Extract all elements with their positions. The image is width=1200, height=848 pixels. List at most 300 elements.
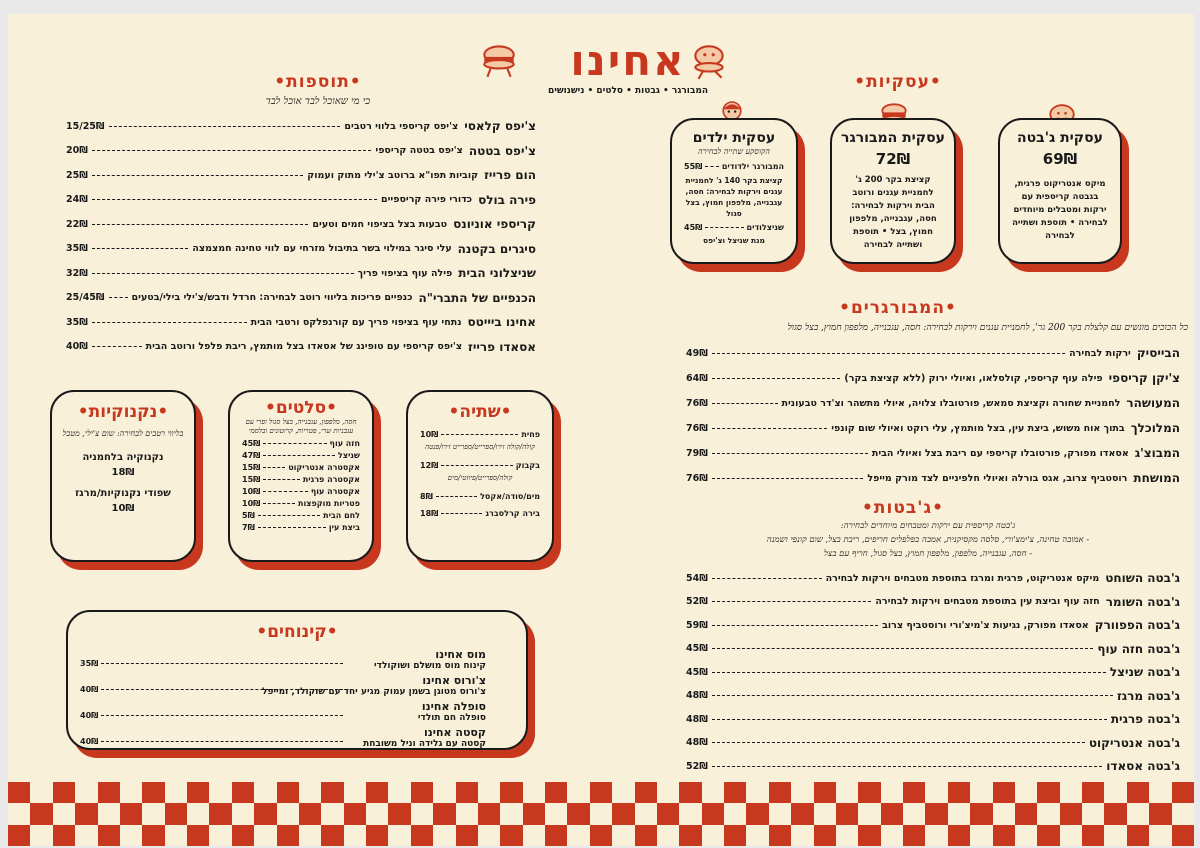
- toppings-note: כי מי שאוכל לבד אוכל לבד: [265, 96, 371, 107]
- checker-square: [53, 803, 75, 824]
- item-name: שניצלוני הבית: [458, 266, 536, 280]
- fries-mascot-icon: [688, 40, 730, 82]
- snack-price: 10₪: [111, 503, 135, 514]
- item-name: בקבוק: [515, 461, 540, 470]
- box-row[interactable]: [420, 461, 540, 470]
- item-name: ביצת עין: [328, 523, 360, 532]
- checker-square: [433, 825, 455, 846]
- deal-desc: קציצת בקר 200 ג' לחמניית עגנים ורוטב הבית וירקות לבחירה: חסה, עגבנייה, מלפפון חמוץ, בצל • תוספת ושתייה לבחירה: [849, 175, 937, 250]
- checker-square: [545, 803, 567, 824]
- checker-square: [858, 782, 880, 803]
- checker-square: [366, 825, 388, 846]
- menu-row[interactable]: [686, 735, 1180, 751]
- dotted-leader: [712, 378, 841, 379]
- menu-row[interactable]: [686, 370, 1180, 386]
- snack-price: 18₪: [111, 467, 135, 478]
- checker-square: [590, 782, 612, 803]
- checker-square: [1172, 803, 1194, 824]
- box-row[interactable]: [242, 487, 360, 496]
- checker-square: [187, 782, 209, 803]
- checker-square: [612, 825, 634, 846]
- dotted-leader: [712, 578, 822, 579]
- checker-square: [836, 782, 858, 803]
- checker-square: [970, 825, 992, 846]
- menu-row[interactable]: [66, 118, 536, 134]
- item-name: סיגרים בקטנה: [457, 241, 536, 256]
- checker-square: [30, 825, 52, 846]
- checker-square: [1037, 825, 1059, 846]
- checker-square: [881, 825, 903, 846]
- item-name: ג'בטה אנטריקוט: [1088, 735, 1180, 750]
- item-price: 12₪: [420, 461, 439, 470]
- menu-row[interactable]: [686, 641, 1180, 657]
- menu-row[interactable]: [686, 445, 1180, 461]
- item-name: ג'בטה מרגז: [1117, 688, 1180, 703]
- box-row[interactable]: [242, 451, 360, 460]
- checker-square: [970, 782, 992, 803]
- checker-square: [254, 782, 276, 803]
- salads-box: [228, 390, 374, 562]
- checker-square: [1060, 782, 1082, 803]
- checker-square: [165, 782, 187, 803]
- dotted-leader: [441, 465, 512, 466]
- dotted-leader: [263, 479, 299, 480]
- checker-square: [232, 803, 254, 824]
- dotted-leader: [109, 126, 341, 127]
- desserts-list: [68, 648, 526, 749]
- dotted-leader: [441, 513, 482, 514]
- checker-square: [1104, 825, 1126, 846]
- checker-square: [1127, 825, 1149, 846]
- dotted-leader: [92, 273, 354, 274]
- item-price: 47₪: [242, 451, 261, 460]
- menu-row[interactable]: [686, 594, 1180, 610]
- checker-square: [814, 825, 836, 846]
- checker-square: [209, 782, 231, 803]
- item-desc: פילה עוף בציפוי פריך: [357, 267, 453, 279]
- item-price: 15/25₪: [66, 120, 105, 132]
- dotted-leader: [712, 672, 1106, 673]
- box-row[interactable]: [242, 523, 360, 532]
- item-name: המושחת: [1133, 471, 1180, 485]
- menu-row[interactable]: [686, 570, 1180, 586]
- checker-square: [1082, 803, 1104, 824]
- checker-square: [299, 825, 321, 846]
- checker-square: [1127, 803, 1149, 824]
- checker-square: [635, 825, 657, 846]
- item-name: אסאדו פרייז: [468, 339, 536, 354]
- dotted-leader: [101, 741, 343, 742]
- item-name: אקסטרה פרגית: [302, 475, 360, 484]
- item-price: 79₪: [686, 447, 708, 459]
- checker-square: [769, 803, 791, 824]
- item-name: הכנפיים של התברי"ה: [418, 290, 536, 305]
- salads-title: •סלטים•: [265, 398, 337, 418]
- toppings-title: •תוספות•: [274, 72, 362, 92]
- checker-square: [277, 803, 299, 824]
- checker-square: [344, 803, 366, 824]
- gabettas-title: •ג'בטות•: [862, 498, 944, 518]
- item-name: הבייסיק: [1136, 346, 1180, 360]
- menu-row[interactable]: [66, 241, 536, 257]
- item-price: 10₪: [420, 430, 439, 439]
- checker-square: [881, 782, 903, 803]
- checker-square: [1172, 782, 1194, 803]
- item-price: 40₪: [80, 685, 99, 694]
- checker-square: [30, 782, 52, 803]
- snacks-title: •נקנוקיות•: [77, 402, 169, 422]
- checker-square: [679, 825, 701, 846]
- checker-square: [209, 825, 231, 846]
- checker-square: [657, 825, 679, 846]
- item-desc: בתוך אוח משוש, ביצת עין, בצל מותמץ, עלי רוקט ואיולי שום קונפי: [831, 422, 1125, 434]
- checker-square: [1060, 825, 1082, 846]
- checker-square: [523, 803, 545, 824]
- checker-square: [881, 803, 903, 824]
- menu-row[interactable]: [66, 265, 536, 281]
- checker-square: [993, 782, 1015, 803]
- snack-name: שפודי נקנוקיות/מרגז: [75, 488, 171, 499]
- item-price: 76₪: [686, 472, 708, 484]
- dotted-leader: [263, 455, 335, 456]
- item-price: 18₪: [420, 509, 439, 518]
- menu-row[interactable]: [66, 192, 536, 208]
- checker-square: [388, 803, 410, 824]
- checker-square: [388, 782, 410, 803]
- deals-title: •עסקיות•: [854, 72, 942, 92]
- item-price: 59₪: [686, 619, 708, 631]
- menu-row[interactable]: [686, 420, 1180, 436]
- item-name: המלוכלך: [1130, 421, 1180, 435]
- checker-square: [456, 825, 478, 846]
- deal-title: עסקית ילדים: [692, 130, 776, 146]
- item-name: הום פרייז: [484, 168, 536, 182]
- item-desc: צ'יפס קריספי בלווי רטבים: [344, 120, 459, 132]
- checker-square: [500, 782, 522, 803]
- deal-subtitle: הקוסקע שתייה לבחירה: [698, 147, 770, 156]
- checker-square: [724, 825, 746, 846]
- item-name: המעושהר: [1126, 396, 1180, 410]
- deal-card-kids[interactable]: [670, 118, 798, 264]
- checker-square: [1149, 825, 1171, 846]
- item-desc: צ'יפס בטטה קריספי: [375, 145, 463, 156]
- checker-square: [1149, 803, 1171, 824]
- drinks-list: [408, 430, 552, 518]
- item-name: מוס אחינו: [435, 648, 486, 661]
- dotted-leader: [258, 527, 326, 528]
- checker-square: [142, 803, 164, 824]
- burgers-title: •המבורגרים•: [839, 298, 957, 318]
- checker-square: [970, 803, 992, 824]
- checker-square: [836, 803, 858, 824]
- box-row[interactable]: [420, 492, 540, 501]
- item-desc: כנפיים פריכות בליווי רוטב לבחירה: חרדל ודבש/צ'ילי בילי/בטעים: [131, 292, 413, 303]
- dotted-leader: [436, 496, 477, 497]
- item-name: קריספי אוניונס: [453, 217, 536, 231]
- checker-square: [411, 825, 433, 846]
- box-row[interactable]: [242, 439, 360, 448]
- item-name: ג'בטה שניצל: [1109, 665, 1180, 679]
- item-name: ג'בטה השומר: [1105, 594, 1180, 609]
- deal-card-gabetta[interactable]: [998, 118, 1122, 264]
- item-price: 52₪: [686, 760, 708, 772]
- item-price: 52₪: [686, 596, 708, 607]
- checker-square: [209, 803, 231, 824]
- item-price: 24₪: [66, 194, 88, 205]
- checker-square: [545, 825, 567, 846]
- item-price: 35₪: [66, 243, 88, 254]
- checker-square: [165, 825, 187, 846]
- item-sub: קולה/ספרייט/פיוזטי/מים: [447, 474, 513, 482]
- menu-row[interactable]: [686, 617, 1180, 633]
- snack-name: נקנוקיה בלחמניה: [82, 452, 164, 463]
- checker-square: [254, 803, 276, 824]
- item-price: 5₪: [242, 511, 255, 520]
- item-desc: פילה עוף קריספי, קולסלאו, ואיולי ירוק (ללא קציצת בקר): [844, 372, 1103, 384]
- deal-title: עסקית המבורגר: [841, 130, 945, 146]
- dotted-leader: [712, 648, 1094, 649]
- checker-square: [993, 825, 1015, 846]
- item-desc: אסאדו מפורק, פורטובלו קריספי עם ריבת בצל ואיולי הבית: [871, 447, 1129, 459]
- dotted-leader: [263, 491, 307, 492]
- box-row[interactable]: [80, 659, 346, 668]
- checker-square: [142, 825, 164, 846]
- item-price: 40₪: [80, 737, 99, 746]
- dotted-leader: [258, 515, 320, 516]
- box-row[interactable]: [242, 499, 360, 508]
- checker-square: [590, 825, 612, 846]
- item-price: 45₪: [686, 666, 708, 678]
- box-row[interactable]: [80, 711, 346, 720]
- item-price: 8₪: [420, 492, 433, 501]
- item-name: פחית: [521, 430, 540, 439]
- checker-square: [478, 825, 500, 846]
- checker-square: [635, 782, 657, 803]
- checker-square: [1015, 782, 1037, 803]
- checker-square: [903, 782, 925, 803]
- checker-square: [679, 803, 701, 824]
- item-desc: צ'יפס קריספי עם טופינג של אסאדו בצל מותמץ, ריבת פלפל ורוטב הבית: [145, 341, 463, 352]
- menu-sheet: [8, 14, 1194, 846]
- dotted-leader: [712, 353, 1065, 354]
- dotted-leader: [712, 453, 868, 454]
- checker-square: [836, 825, 858, 846]
- menu-row[interactable]: [686, 758, 1180, 774]
- checker-square: [679, 782, 701, 803]
- box-row[interactable]: [420, 509, 540, 518]
- checkerboard-border: [8, 782, 1194, 846]
- menu-row[interactable]: [686, 345, 1180, 361]
- item-name: סופלה אחינו: [421, 700, 486, 713]
- snacks-note: בליווי רטבים לבחירה: שום צ'ילי, מטבל: [62, 429, 184, 438]
- checker-square: [366, 803, 388, 824]
- checker-square: [321, 803, 343, 824]
- dotted-leader: [101, 663, 343, 664]
- item-name: לחם הבית: [323, 511, 360, 520]
- checker-square: [8, 825, 30, 846]
- item-name: ג'בטה חזה עוף: [1097, 641, 1180, 656]
- checker-square: [791, 803, 813, 824]
- checker-square: [814, 782, 836, 803]
- kids-line: שניצלודים 45₪: [684, 223, 784, 232]
- deal-price: 72₪: [875, 150, 911, 168]
- checker-square: [232, 782, 254, 803]
- checker-square: [1104, 803, 1126, 824]
- box-row[interactable]: [242, 511, 360, 520]
- checker-square: [657, 782, 679, 803]
- checker-square: [232, 825, 254, 846]
- checker-square: [120, 803, 142, 824]
- menu-row[interactable]: [66, 314, 536, 330]
- item-price: 10₪: [242, 487, 261, 496]
- dotted-leader: [712, 719, 1107, 720]
- menu-row[interactable]: [66, 339, 536, 355]
- checker-square: [344, 782, 366, 803]
- checker-square: [948, 782, 970, 803]
- deal-desc: מיקס אנטריקוט פרגית, בגבטה קריספית עם ירקות ומטבלים מיוחדים לבחירה • תוספת ושתייה לבחירה: [1012, 179, 1108, 241]
- box-row[interactable]: [80, 737, 346, 746]
- checker-square: [1060, 803, 1082, 824]
- item-price: 54₪: [686, 572, 708, 584]
- brand-subtitle: המבורגר • גבטות • סלטים • נישנושים: [547, 86, 709, 96]
- checker-square: [254, 825, 276, 846]
- item-name: צ'יפס קלאסי: [464, 119, 536, 133]
- checker-square: [388, 825, 410, 846]
- item-price: 49₪: [686, 347, 708, 359]
- checker-square: [545, 782, 567, 803]
- checker-square: [523, 825, 545, 846]
- kids-line-desc: קציצת בקר 140 ג' לחמניית עגנים וירקות לבחירה: חסה, עגבנייה, מלפפון חמוץ, בצל סגול: [685, 176, 783, 218]
- checker-square: [433, 803, 455, 824]
- item-desc: צ'ורוס מטוגן בשמן עמוק מגיע יחד עם שוקולד, ומייפל: [262, 687, 486, 697]
- checker-square: [858, 825, 880, 846]
- item-desc: חזה עוף וביצת עין בתוספת מטבחים וירקות לבחירה: [875, 596, 1100, 607]
- item-name: ג'בטה אסאדו: [1106, 759, 1180, 773]
- checker-square: [1037, 803, 1059, 824]
- checker-square: [612, 803, 634, 824]
- deal-card-burger[interactable]: [830, 118, 956, 264]
- checker-square: [120, 825, 142, 846]
- item-name: מים/סודה/אקסל: [480, 492, 540, 501]
- menu-row[interactable]: [66, 143, 536, 159]
- checker-square: [8, 803, 30, 824]
- item-price: 48₪: [686, 690, 708, 701]
- item-price: 76₪: [686, 422, 708, 434]
- checker-square: [702, 825, 724, 846]
- checker-square: [321, 825, 343, 846]
- checker-square: [1149, 782, 1171, 803]
- item-sub: קולה/קולה זירו/ספרייט/ספרייט זירו/פנטה: [425, 443, 535, 451]
- menu-row[interactable]: [686, 664, 1180, 680]
- checker-square: [30, 803, 52, 824]
- checker-square: [187, 803, 209, 824]
- item-name: אחינו ביייטס: [467, 315, 536, 329]
- item-desc: קוביות תפו"א ברוטב צ'ילי מתוק ועמוק: [307, 169, 479, 181]
- box-row[interactable]: [242, 463, 360, 472]
- checker-square: [567, 782, 589, 803]
- checker-square: [98, 803, 120, 824]
- item-price: 48₪: [686, 737, 708, 748]
- checker-square: [8, 782, 30, 803]
- box-row[interactable]: [242, 475, 360, 484]
- item-desc: קסטה עם גלידה וניל משובחת: [363, 739, 486, 749]
- deal-price: 69₪: [1042, 150, 1078, 168]
- dotted-leader: [92, 150, 372, 151]
- menu-row[interactable]: [686, 395, 1180, 411]
- item-price: 64₪: [686, 372, 708, 384]
- checker-square: [456, 803, 478, 824]
- dotted-leader: [101, 689, 343, 690]
- dotted-leader: [712, 695, 1113, 696]
- menu-row[interactable]: [66, 216, 536, 232]
- item-name: המבוצ'ג: [1134, 446, 1180, 460]
- checker-square: [903, 803, 925, 824]
- burgers-note: כל הכוכים מוגשים עם קלצלת בקר 200 גר', לחמניית עגנים וירקות לבחירה: חסה, עגבנייה, מלפפון חמוץ, בצל סגול: [787, 323, 1188, 333]
- drinks-title: •שתיה•: [448, 402, 512, 422]
- deal-title: עסקית ג'בטה: [1017, 130, 1103, 146]
- checker-square: [411, 803, 433, 824]
- dotted-leader: [712, 403, 778, 404]
- checker-square: [1127, 782, 1149, 803]
- checker-square: [142, 782, 164, 803]
- checker-square: [75, 803, 97, 824]
- item-desc: קינוח מוס מושלם ושוקולדי: [374, 661, 486, 671]
- dotted-leader: [712, 625, 878, 626]
- menu-row[interactable]: [66, 167, 536, 183]
- item-desc: רוסטביף צרוב, אגס בורלה ואיולי חלפיניים לצד מורק מייפל: [867, 472, 1128, 484]
- checker-square: [925, 803, 947, 824]
- checker-square: [98, 825, 120, 846]
- item-price: 15₪: [242, 475, 261, 484]
- box-row[interactable]: [420, 430, 540, 439]
- checker-square: [657, 803, 679, 824]
- item-name: בירה קרלסברג: [485, 509, 540, 518]
- menu-row[interactable]: [686, 711, 1180, 727]
- checker-square: [769, 782, 791, 803]
- dotted-leader: [92, 346, 142, 347]
- menu-row[interactable]: [686, 688, 1180, 704]
- dotted-leader: [92, 199, 377, 200]
- item-price: 35₪: [66, 316, 88, 328]
- menu-row[interactable]: [686, 470, 1180, 486]
- checker-square: [724, 782, 746, 803]
- checker-square: [724, 803, 746, 824]
- item-name: חזה עוף: [329, 439, 360, 448]
- checker-square: [635, 803, 657, 824]
- dotted-leader: [263, 443, 326, 444]
- item-desc: טבעות בצל בציפוי חמים וטעים: [312, 218, 448, 230]
- item-price: 45₪: [242, 439, 261, 448]
- menu-row[interactable]: [66, 290, 536, 306]
- checker-square: [590, 803, 612, 824]
- checker-square: [299, 803, 321, 824]
- item-price: 32₪: [66, 267, 88, 279]
- brand-title: אחינו: [570, 36, 686, 85]
- checker-square: [903, 825, 925, 846]
- item-name: אקסטרה עוף: [310, 487, 360, 496]
- checker-square: [1082, 782, 1104, 803]
- checker-square: [299, 782, 321, 803]
- item-price: 40₪: [80, 711, 99, 720]
- dotted-leader: [101, 715, 343, 716]
- salads-list: [230, 439, 372, 532]
- item-name: שניצל: [337, 451, 360, 460]
- checker-square: [1104, 782, 1126, 803]
- item-price: 45₪: [686, 643, 708, 654]
- dotted-leader: [92, 322, 247, 323]
- kids-line: המבורגר ילדודים 55₪: [684, 162, 784, 171]
- checker-square: [478, 803, 500, 824]
